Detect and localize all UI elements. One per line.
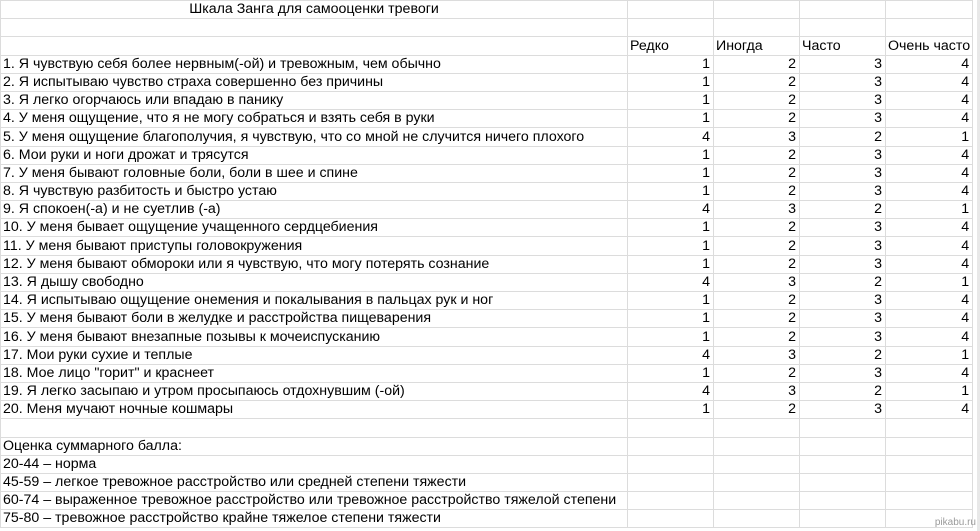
score-cell[interactable]: 1 [628, 182, 714, 200]
score-cell[interactable]: 2 [714, 401, 800, 419]
spacer-row [1, 419, 973, 437]
question-row [1, 310, 973, 328]
question-row [1, 55, 973, 73]
score-cell[interactable]: 4 [886, 219, 973, 237]
question-row [1, 237, 973, 255]
empty-cell[interactable] [628, 492, 714, 510]
score-cell[interactable]: 4 [886, 146, 973, 164]
empty-cell[interactable] [714, 492, 800, 510]
empty-cell[interactable] [800, 1, 886, 19]
score-cell[interactable]: 1 [628, 237, 714, 255]
question-text[interactable]: 2. Я испытываю чувство страха совершенно без причины [1, 73, 628, 91]
score-cell[interactable]: 1 [628, 91, 714, 109]
score-cell[interactable]: 4 [886, 182, 973, 200]
empty-cell[interactable] [886, 473, 973, 491]
score-cell[interactable]: 1 [628, 219, 714, 237]
score-cell[interactable]: 3 [800, 55, 886, 73]
score-cell[interactable]: 3 [800, 146, 886, 164]
empty-cell[interactable] [800, 19, 886, 37]
score-cell[interactable]: 2 [714, 164, 800, 182]
question-row [1, 401, 973, 419]
question-row [1, 382, 973, 400]
empty-cell[interactable] [628, 473, 714, 491]
question-text[interactable]: 5. У меня ощущение благополучия, я чувствую, что со мной не случится ничего плохого [1, 128, 628, 146]
question-text[interactable]: 3. Я легко огорчаюсь или впадаю в панику [1, 91, 628, 109]
score-cell[interactable]: 3 [714, 382, 800, 400]
scoring-range-row [1, 510, 973, 528]
empty-cell[interactable] [1, 419, 628, 437]
question-text[interactable]: 14. Я испытываю ощущение онемения и покалывания в пальцах рук и ног [1, 292, 628, 310]
question-row [1, 73, 973, 91]
score-cell[interactable]: 3 [800, 91, 886, 109]
score-cell[interactable]: 2 [714, 364, 800, 382]
score-cell[interactable]: 4 [628, 382, 714, 400]
question-row [1, 346, 973, 364]
question-text[interactable]: 20. Меня мучают ночные кошмары [1, 401, 628, 419]
question-row [1, 219, 973, 237]
question-row [1, 91, 973, 109]
empty-cell[interactable] [628, 419, 714, 437]
score-cell[interactable]: 2 [800, 128, 886, 146]
empty-cell[interactable] [886, 19, 973, 37]
score-cell[interactable]: 1 [886, 273, 973, 291]
empty-cell[interactable] [886, 492, 973, 510]
empty-cell[interactable] [714, 419, 800, 437]
score-cell[interactable]: 2 [800, 346, 886, 364]
score-cell[interactable]: 1 [628, 328, 714, 346]
empty-cell[interactable] [628, 437, 714, 455]
question-text[interactable]: 11. У меня бывают приступы головокружения [1, 237, 628, 255]
question-row [1, 255, 973, 273]
scoring-range[interactable]: 75-80 – тревожное расстройство крайне тяжелое степени тяжести [1, 510, 628, 528]
score-cell[interactable]: 2 [714, 73, 800, 91]
score-cell[interactable]: 1 [628, 364, 714, 382]
score-cell[interactable]: 3 [800, 182, 886, 200]
score-cell[interactable]: 3 [714, 128, 800, 146]
empty-cell[interactable] [714, 473, 800, 491]
score-cell[interactable]: 2 [714, 219, 800, 237]
score-cell[interactable]: 2 [714, 328, 800, 346]
question-text[interactable]: 10. У меня бывает ощущение учащенного сердцебиения [1, 219, 628, 237]
question-row [1, 128, 973, 146]
score-cell[interactable]: 4 [886, 292, 973, 310]
column-header-rarely[interactable]: Редко [628, 37, 714, 55]
question-text[interactable]: 18. Мое лицо "горит" и краснеет [1, 364, 628, 382]
score-cell[interactable]: 4 [886, 110, 973, 128]
scoring-heading[interactable]: Оценка суммарного балла: [1, 437, 628, 455]
score-cell[interactable]: 2 [714, 182, 800, 200]
question-text[interactable]: 12. У меня бывают обмороки или я чувствую, что могу потерять сознание [1, 255, 628, 273]
score-cell[interactable]: 2 [714, 255, 800, 273]
empty-cell[interactable] [800, 492, 886, 510]
score-cell[interactable]: 3 [800, 310, 886, 328]
question-row [1, 182, 973, 200]
score-cell[interactable]: 1 [628, 255, 714, 273]
score-cell[interactable]: 3 [800, 237, 886, 255]
score-cell[interactable]: 4 [886, 401, 973, 419]
question-text[interactable]: 13. Я дышу свободно [1, 273, 628, 291]
score-cell[interactable]: 4 [886, 310, 973, 328]
question-row [1, 164, 973, 182]
score-cell[interactable]: 3 [800, 255, 886, 273]
score-cell[interactable]: 3 [800, 328, 886, 346]
empty-cell[interactable] [628, 510, 714, 528]
score-cell[interactable]: 4 [886, 237, 973, 255]
scoring-range-row [1, 473, 973, 491]
column-header-very-often[interactable]: Очень часто [886, 37, 973, 55]
scoring-heading-row [1, 437, 973, 455]
score-cell[interactable]: 4 [886, 73, 973, 91]
empty-cell[interactable] [886, 437, 973, 455]
score-cell[interactable]: 2 [800, 273, 886, 291]
question-text[interactable]: 16. У меня бывают внезапные позывы к мочеиспусканию [1, 328, 628, 346]
empty-cell[interactable] [886, 419, 973, 437]
question-text[interactable]: 19. Я легко засыпаю и утром просыпаюсь отдохнувшим (-ой) [1, 382, 628, 400]
score-cell[interactable]: 1 [886, 346, 973, 364]
sheet-title[interactable]: Шкала Занга для самооценки тревоги [1, 1, 628, 19]
question-text[interactable]: 15. У меня бывают боли в желудке и расстройства пищеварения [1, 310, 628, 328]
score-cell[interactable]: 4 [886, 164, 973, 182]
score-cell[interactable]: 1 [628, 110, 714, 128]
empty-cell[interactable] [886, 455, 973, 473]
empty-cell[interactable] [714, 1, 800, 19]
score-cell[interactable]: 4 [886, 255, 973, 273]
question-text[interactable]: 17. Мои руки сухие и теплые [1, 346, 628, 364]
score-cell[interactable]: 3 [714, 346, 800, 364]
score-cell[interactable]: 3 [800, 292, 886, 310]
score-cell[interactable]: 4 [886, 364, 973, 382]
header-row [1, 37, 973, 55]
question-text[interactable]: 8. Я чувствую разбитость и быстро устаю [1, 182, 628, 200]
score-cell[interactable]: 1 [628, 292, 714, 310]
score-cell[interactable]: 3 [800, 364, 886, 382]
question-row [1, 146, 973, 164]
score-cell[interactable]: 3 [714, 201, 800, 219]
empty-cell[interactable] [628, 1, 714, 19]
score-cell[interactable]: 1 [886, 201, 973, 219]
empty-cell[interactable] [714, 455, 800, 473]
score-cell[interactable]: 4 [886, 328, 973, 346]
score-cell[interactable]: 3 [800, 110, 886, 128]
empty-cell[interactable] [1, 37, 628, 55]
watermark-text: pikabu.ru [934, 517, 976, 528]
score-cell[interactable]: 1 [628, 310, 714, 328]
empty-cell[interactable] [714, 510, 800, 528]
empty-cell[interactable] [800, 510, 886, 528]
question-row [1, 292, 973, 310]
empty-cell[interactable] [628, 19, 714, 37]
empty-cell[interactable] [800, 473, 886, 491]
title-row [1, 1, 973, 19]
score-cell[interactable]: 1 [886, 382, 973, 400]
empty-cell[interactable] [714, 19, 800, 37]
score-cell[interactable]: 1 [628, 73, 714, 91]
question-row [1, 201, 973, 219]
scoring-range-row [1, 455, 973, 473]
score-cell[interactable]: 4 [628, 273, 714, 291]
score-cell[interactable]: 2 [714, 292, 800, 310]
score-cell[interactable]: 4 [628, 346, 714, 364]
score-cell[interactable]: 2 [714, 55, 800, 73]
empty-cell[interactable] [714, 437, 800, 455]
score-cell[interactable]: 2 [714, 91, 800, 109]
empty-cell[interactable] [800, 455, 886, 473]
scoring-range[interactable]: 45-59 – легкое тревожное расстройство или средней степени тяжести [1, 473, 628, 491]
scoring-range-row [1, 492, 973, 510]
column-header-sometimes[interactable]: Иногда [714, 37, 800, 55]
question-text[interactable]: 7. У меня бывают головные боли, боли в шее и спине [1, 164, 628, 182]
column-header-often[interactable]: Часто [800, 37, 886, 55]
question-row [1, 273, 973, 291]
question-text[interactable]: 9. Я спокоен(-а) и не суетлив (-а) [1, 201, 628, 219]
scoring-range[interactable]: 60-74 – выраженное тревожное расстройство или тревожное расстройство тяжелой степени [1, 492, 628, 510]
score-cell[interactable]: 2 [714, 110, 800, 128]
scoring-range[interactable]: 20-44 – норма [1, 455, 628, 473]
score-cell[interactable]: 3 [800, 73, 886, 91]
score-cell[interactable]: 1 [628, 164, 714, 182]
empty-cell[interactable] [886, 1, 973, 19]
question-text[interactable]: 1. Я чувствую себя более нервным(-ой) и тревожным, чем обычно [1, 55, 628, 73]
score-cell[interactable]: 2 [714, 146, 800, 164]
score-cell[interactable]: 4 [886, 55, 973, 73]
empty-cell[interactable] [1, 19, 628, 37]
question-text[interactable]: 6. Мои руки и ноги дрожат и трясутся [1, 146, 628, 164]
question-row [1, 328, 973, 346]
score-cell[interactable]: 4 [628, 128, 714, 146]
score-cell[interactable]: 4 [886, 91, 973, 109]
score-cell[interactable]: 4 [628, 201, 714, 219]
question-row [1, 110, 973, 128]
score-cell[interactable]: 1 [628, 401, 714, 419]
question-text[interactable]: 4. У меня ощущение, что я не могу собраться и взять себя в руки [1, 110, 628, 128]
score-cell[interactable]: 1 [886, 128, 973, 146]
score-cell[interactable]: 3 [800, 164, 886, 182]
score-cell[interactable]: 2 [800, 382, 886, 400]
score-cell[interactable]: 2 [714, 237, 800, 255]
score-cell[interactable]: 1 [628, 55, 714, 73]
score-cell[interactable]: 1 [628, 146, 714, 164]
score-cell[interactable]: 2 [800, 201, 886, 219]
score-cell[interactable]: 3 [714, 273, 800, 291]
spacer-row [1, 19, 973, 37]
empty-cell[interactable] [800, 419, 886, 437]
score-cell[interactable]: 3 [800, 401, 886, 419]
score-cell[interactable]: 2 [714, 310, 800, 328]
empty-cell[interactable] [800, 437, 886, 455]
empty-cell[interactable] [628, 455, 714, 473]
question-row [1, 364, 973, 382]
score-cell[interactable]: 3 [800, 219, 886, 237]
